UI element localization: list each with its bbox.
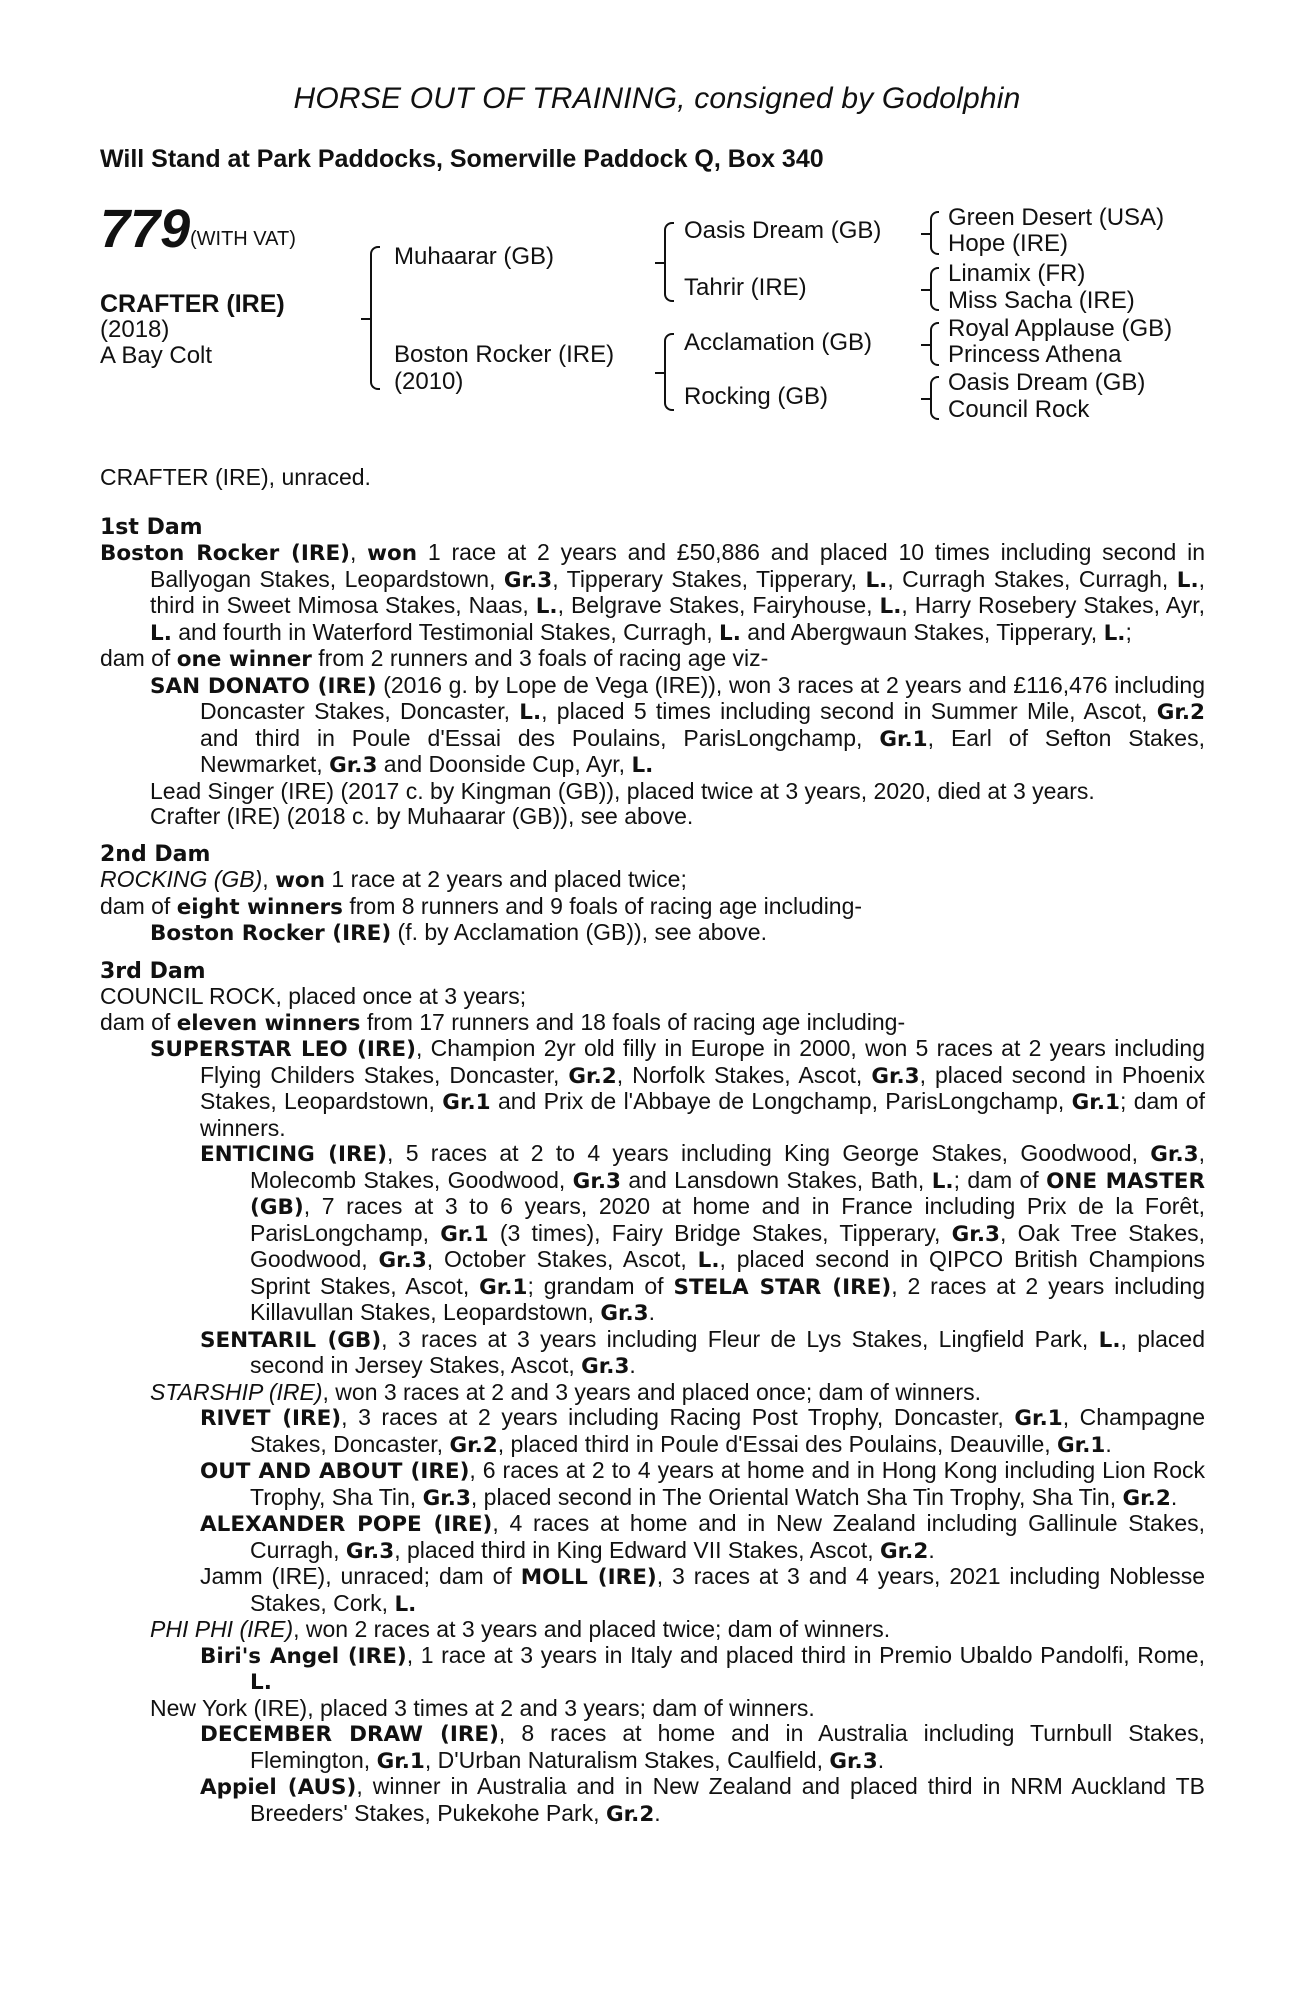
- text: , placed third in King Edward VII Stakes, Ascot,: [394, 1536, 880, 1563]
- text: , winner in Australia and in New Zealand and placed third in NRM Auckland TB Breeders' Stakes, Pukekohe Park,: [250, 1773, 1205, 1826]
- text: , 5 races at 2 to 4 years including King George Stakes, Goodwood,: [387, 1140, 1151, 1166]
- horse-name: SAN DONATO (IRE): [150, 673, 377, 699]
- sire-dam: Tahrir (IRE): [684, 274, 807, 301]
- text: , 3 races at 2 years including Racing Post Trophy, Doncaster,: [341, 1404, 1015, 1430]
- text: from 2 runners and 3 foals of racing age viz-: [311, 645, 769, 671]
- pedigree-bracket-sd: [930, 267, 939, 311]
- grade: Gr.2: [1122, 1485, 1171, 1511]
- text: , 1 race at 3 years in Italy and placed third in Premio Ubaldo Pandolfi, Rome,: [406, 1641, 1205, 1668]
- pedigree-bracket-dam: [664, 333, 674, 411]
- vat-label: (WITH VAT): [190, 228, 296, 250]
- text: ; grandam of: [527, 1272, 674, 1299]
- dam-dam: Rocking (GB): [684, 383, 829, 410]
- grade: Gr.2: [568, 1063, 617, 1089]
- produce-december-draw: [100, 1721, 1205, 1774]
- text: dam of: [100, 645, 177, 671]
- race-record: CRAFTER (IRE), unraced.: [100, 464, 371, 490]
- produce-rivet: [100, 1405, 1205, 1458]
- text: , Champion 2yr old filly in Europe in 2000, won 5 races at 2 years including Flying Childers Stakes, Doncaster,: [200, 1035, 1205, 1088]
- text: , Tipperary Stakes, Tipperary,: [552, 565, 866, 592]
- text: , placed third in Poule d'Essai des Poulains, Deauville,: [497, 1430, 1058, 1457]
- text: .: [1170, 1483, 1178, 1510]
- produce-appiel: [100, 1774, 1205, 1827]
- won-label: won: [367, 541, 418, 566]
- grade: L.: [879, 594, 902, 619]
- text: from 8 runners and 9 foals of racing age including-: [342, 892, 863, 919]
- produce-enticing: [100, 1141, 1205, 1327]
- grade: Gr.3: [422, 1485, 471, 1511]
- text: dam of: [100, 892, 177, 919]
- horse-name: OUT AND ABOUT (IRE): [200, 1459, 470, 1484]
- grade: Gr.3: [829, 1748, 878, 1774]
- text: 1 race at 2 years and £50,886 and placed 10 times including second in Ballyogan Stakes, Leopardstown,: [150, 539, 1206, 592]
- horse-name: Boston Rocker (IRE): [150, 921, 392, 946]
- grade: L.: [394, 1591, 417, 1617]
- horse-name: Biri's Angel (IRE): [200, 1643, 407, 1669]
- grade: Gr.2: [605, 1801, 655, 1827]
- text: .: [877, 1746, 885, 1773]
- second-dam-entry: ROCKING (GB), won 1 race at 2 years and placed twice;: [100, 866, 687, 893]
- sire: Muhaarar (GB): [394, 243, 555, 270]
- grade: L.: [519, 700, 542, 725]
- sire-dam-sire: Linamix (FR): [948, 260, 1086, 287]
- text: .: [928, 1536, 935, 1563]
- grade: Gr.1: [879, 726, 928, 752]
- grade: Gr.1: [1014, 1406, 1063, 1431]
- text: 1 race at 2 years and placed twice;: [325, 866, 687, 892]
- text: , won 3 races at 2 and 3 years and placed once; dam of winners.: [322, 1378, 981, 1405]
- horse-name: SENTARIL (GB): [200, 1327, 382, 1353]
- text: , Molecomb Stakes, Goodwood,: [250, 1140, 1205, 1193]
- text: , 8 races at home and in Australia including Turnbull Stakes, Flemington,: [250, 1720, 1205, 1773]
- produce-starship: [100, 1380, 1205, 1406]
- text: ; dam of winners.: [200, 1088, 1205, 1141]
- text: , placed second in The Oriental Watch Sha Tin Trophy, Sha Tin,: [470, 1483, 1123, 1510]
- text: .: [654, 1799, 661, 1826]
- grade: L.: [150, 620, 172, 646]
- pedigree-bracket-gen1: [370, 246, 380, 390]
- produce-phi-phi: [100, 1617, 1205, 1643]
- winner-count: one winner: [176, 647, 312, 672]
- catalogue-body: [100, 465, 1205, 1827]
- produce-new-york: New York (IRE), placed 3 times at 2 and 3 years; dam of winners.: [150, 1694, 815, 1721]
- text: , Norfolk Stakes, Ascot,: [616, 1061, 872, 1088]
- horse-description: A Bay Colt: [100, 342, 213, 369]
- dam-sire-dam: Princess Athena: [948, 341, 1122, 368]
- produce-out-and-about: [100, 1458, 1205, 1511]
- produce-superstar-leo: [100, 1036, 1205, 1141]
- grade: L.: [250, 1670, 272, 1695]
- grade: L.: [697, 1248, 720, 1273]
- sire-sire: Oasis Dream (GB): [684, 217, 882, 244]
- text: , 3 races at 3 and 4 years, 2021 including Noblesse Stakes, Cork,: [250, 1563, 1206, 1616]
- text: (3 times), Fairy Bridge Stakes, Tipperary,: [488, 1219, 952, 1246]
- second-dam-name: ROCKING (GB): [100, 866, 263, 892]
- horse-name: RIVET (IRE): [200, 1406, 342, 1431]
- text: and Lansdown Stakes, Bath,: [620, 1166, 932, 1193]
- text: from 17 runners and 18 foals of racing age including-: [360, 1008, 906, 1035]
- produce-lead-singer: Lead Singer (IRE) (2017 c. by Kingman (GB)), placed twice at 3 years, 2020, died at 3 years.: [150, 777, 1095, 804]
- dam-sire: Acclamation (GB): [684, 329, 873, 356]
- dam: Boston Rocker (IRE): [394, 341, 615, 368]
- winner-count: eight winners: [176, 894, 343, 920]
- text: , Champagne Stakes, Doncaster,: [250, 1404, 1205, 1457]
- text: and Doonside Cup, Ayr,: [377, 751, 632, 777]
- text: and fourth in Waterford Testimonial Stakes, Curragh,: [171, 618, 720, 645]
- text: , 6 races at 2 to 4 years at home and in Hong Kong including Lion Rock Trophy, Sha Tin,: [250, 1457, 1205, 1510]
- grade: Gr.3: [951, 1221, 1000, 1247]
- horse-name: ENTICING (IRE): [200, 1142, 388, 1167]
- text: , won 2 races at 3 years and placed twice; dam of winners.: [293, 1616, 891, 1642]
- horse-name: DECEMBER DRAW (IRE): [200, 1722, 499, 1747]
- horse-name: Appiel (AUS): [200, 1775, 357, 1800]
- horse-name: ALEXANDER POPE (IRE): [200, 1512, 493, 1537]
- first-dam-name: Boston Rocker (IRE): [100, 541, 350, 566]
- first-dam-produce: [100, 646, 1205, 673]
- text: , 7 races at 3 to 6 years, 2020 at home and in France including Prix de la Forêt, ParisLongchamp,: [250, 1193, 1205, 1246]
- stand-location: Will Stand at Park Paddocks, Somerville Paddock Q, Box 340: [100, 145, 824, 173]
- text: .: [648, 1299, 656, 1325]
- grade: Gr.1: [1057, 1432, 1106, 1458]
- lot-number: 779: [100, 199, 191, 259]
- horse-year: (2018): [100, 316, 170, 343]
- grade: Gr.3: [600, 1301, 649, 1326]
- won-label: won: [275, 868, 326, 893]
- grade: L.: [865, 567, 888, 593]
- text: (2016 g. by Lope de Vega (IRE)), won 3 races at 2 years and £116,476 including Doncaster Stakes, Doncaster,: [200, 671, 1205, 724]
- sire-dam-dam: Miss Sacha (IRE): [948, 287, 1135, 314]
- text: and third in Poule d'Essai des Poulains, ParisLongchamp,: [200, 724, 880, 751]
- grade: Gr.3: [503, 567, 553, 593]
- horse-name: CRAFTER (IRE): [100, 290, 285, 318]
- text: , Earl of Sefton Stakes, Newmarket,: [200, 724, 1205, 777]
- horse-name: STARSHIP (IRE): [150, 1378, 323, 1405]
- second-dam-heading: 2nd Dam: [100, 841, 211, 867]
- sire-sire-sire: Green Desert (USA): [948, 204, 1165, 231]
- text: dam of: [100, 1008, 177, 1035]
- text: , Belgrave Stakes, Fairyhouse,: [557, 592, 880, 618]
- text: , 4 races at home and in New Zealand including Gallinule Stakes, Curragh,: [250, 1510, 1206, 1563]
- text: , D'Urban Naturalism Stakes, Caulfield,: [424, 1746, 830, 1773]
- dam-sire-sire: Royal Applause (GB): [948, 315, 1173, 342]
- pedigree-bracket-ds: [930, 322, 939, 366]
- produce-jamm: [100, 1564, 1205, 1617]
- text: .: [629, 1352, 636, 1378]
- third-dam-produce: [100, 1010, 1205, 1037]
- horse-name: MOLL (IRE): [520, 1565, 657, 1590]
- grade: Gr.2: [1156, 700, 1205, 725]
- produce-alexander-pope: [100, 1511, 1205, 1564]
- text: , 2 races at 2 years including Killavullan Stakes, Leopardstown,: [250, 1272, 1205, 1325]
- pedigree-bracket-dd: [930, 376, 939, 420]
- dam-dam-dam: Council Rock: [948, 396, 1090, 423]
- winner-count: eleven winners: [176, 1010, 361, 1036]
- text: and Abergwaun Stakes, Tipperary,: [740, 618, 1104, 645]
- grade: Gr.3: [1150, 1142, 1199, 1167]
- grade: L.: [719, 620, 741, 646]
- text: , October Stakes, Ascot,: [426, 1246, 698, 1272]
- grade: L.: [631, 753, 654, 778]
- grade: Gr.1: [479, 1274, 528, 1300]
- text: Jamm (IRE), unraced; dam of: [200, 1563, 521, 1589]
- text: .: [1105, 1430, 1112, 1457]
- produce-biris-angel: [100, 1643, 1205, 1696]
- text: (f. by Acclamation (GB)), see above.: [391, 919, 767, 945]
- second-dam-produce: [100, 894, 1205, 921]
- third-dam-entry: COUNCIL ROCK, placed once at 3 years;: [100, 983, 527, 1009]
- grade: Gr.1: [376, 1748, 425, 1774]
- produce-sentaril: [100, 1327, 1205, 1380]
- grade: Gr.1: [440, 1221, 489, 1247]
- grade: Gr.3: [572, 1168, 621, 1194]
- grade: L.: [1103, 620, 1126, 646]
- pedigree-bracket-ss: [930, 211, 939, 255]
- sire-sire-dam: Hope (IRE): [948, 230, 1069, 257]
- grade: Gr.1: [442, 1090, 491, 1115]
- page-heading: HORSE OUT OF TRAINING, consigned by Godolphin: [293, 82, 1021, 115]
- dam-year: (2010): [394, 368, 464, 395]
- grade: Gr.2: [880, 1538, 929, 1564]
- text: , Oak Tree Stakes, Goodwood,: [250, 1219, 1206, 1272]
- grade: Gr.3: [378, 1248, 427, 1273]
- grade: L.: [931, 1168, 954, 1194]
- horse-name: SUPERSTAR LEO (IRE): [150, 1037, 416, 1062]
- grade: Gr.3: [329, 753, 378, 778]
- pedigree-bracket-sire: [664, 222, 674, 302]
- text: , third in Sweet Mimosa Stakes, Naas,: [150, 565, 1206, 618]
- text: , Curragh Stakes, Curragh,: [887, 565, 1177, 592]
- grade: Gr.3: [871, 1063, 920, 1089]
- text: , placed second in Jersey Stakes, Ascot,: [250, 1325, 1205, 1378]
- text: ; dam of: [953, 1166, 1047, 1193]
- text: , placed second in Phoenix Stakes, Leopardstown,: [200, 1061, 1205, 1114]
- grade: L.: [535, 594, 558, 619]
- text: , placed 5 times including second in Summer Mile, Ascot,: [541, 698, 1157, 724]
- grade: Gr.3: [581, 1354, 630, 1379]
- produce-boston-rocker: [100, 920, 1205, 947]
- horse-name: ONE MASTER (GB): [250, 1168, 1205, 1220]
- text: , placed second in QIPCO British Champions Sprint Stakes, Ascot,: [250, 1246, 1206, 1299]
- produce-crafter: Crafter (IRE) (2018 c. by Muhaarar (GB)), see above.: [150, 803, 694, 829]
- first-dam-heading: 1st Dam: [100, 514, 203, 540]
- text: , Harry Rosebery Stakes, Ayr,: [901, 592, 1205, 618]
- grade: L.: [1176, 567, 1199, 593]
- text: and Prix de l'Abbaye de Longchamp, ParisLongchamp,: [490, 1088, 1072, 1114]
- grade: Gr.3: [345, 1538, 395, 1564]
- grade: Gr.2: [449, 1432, 498, 1458]
- horse-name: STELA STAR (IRE): [673, 1274, 892, 1300]
- grade: L.: [1098, 1327, 1121, 1353]
- text: , 3 races at 3 years including Fleur de Lys Stakes, Lingfield Park,: [381, 1325, 1099, 1352]
- first-dam-entry: Boston Rocker (IRE), won 1 race at 2 years and £50,886 and placed 10 times including second in Ballyogan Stakes, Leopardstown, Gr.3, Tipperary Stakes, Tipperary, L., Curragh Stakes, Curragh, L., third in Sweet Mimosa Stakes, Naas, L., Belgrave Stakes, Fairyhouse, L., Harry Rosebery Stakes, Ayr, L. and fourth in Waterford Testimonial Stakes, Curragh, L. and Abergwaun Stakes, Tipperary, L.;: [100, 539, 1206, 646]
- produce-san-donato: [100, 673, 1205, 779]
- third-dam-heading: 3rd Dam: [100, 958, 206, 984]
- grade: Gr.1: [1071, 1090, 1120, 1115]
- horse-name: PHI PHI (IRE): [150, 1616, 294, 1642]
- dam-dam-sire: Oasis Dream (GB): [948, 369, 1146, 396]
